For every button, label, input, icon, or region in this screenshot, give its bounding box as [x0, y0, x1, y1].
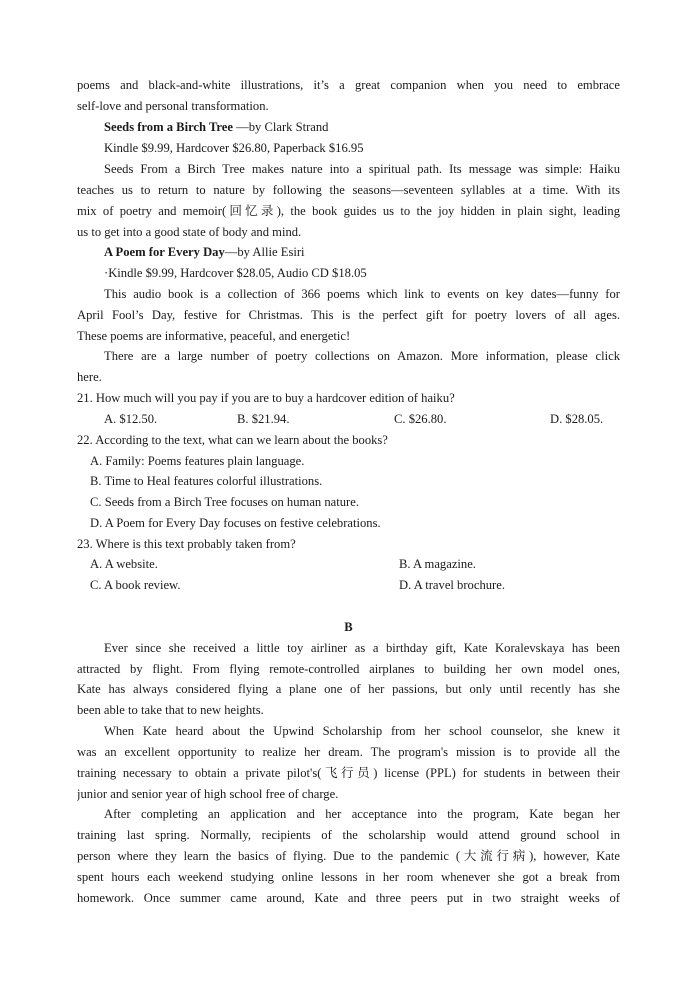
paragraph-line: When Kate heard about the Upwind Scholarship from her school counselor, she knew it	[104, 724, 620, 738]
book-desc-line: teaches us to return to nature by following the seasons—seventeen syllables at a time. With its	[77, 183, 620, 197]
book-title-line	[104, 242, 620, 263]
answer-option: A. $12.50.	[104, 412, 158, 426]
answer-option: B. A magazine.	[399, 557, 476, 571]
book-desc-line: Seeds From a Birch Tree makes nature into a spiritual path. Its message was simple: Haiku	[104, 162, 620, 176]
closing-line: There are a large number of poetry collections on Amazon. More information, please click	[104, 349, 620, 363]
answer-option: D. A Poem for Every Day focuses on festive celebrations.	[90, 516, 381, 530]
book-author: —by Clark Strand	[232, 120, 329, 134]
question-stem: 21. How much will you pay if you are to buy a hardcover edition of haiku?	[77, 391, 455, 405]
book-desc-line: us to get into a good state of body and mind.	[77, 225, 302, 239]
book-desc-line: This audio book is a collection of 366 poems which link to events on key dates—funny for	[104, 287, 620, 301]
book-author: —by Allie Esiri	[224, 245, 305, 259]
answer-option: C. $26.80.	[394, 412, 447, 426]
answer-option: D. $28.05.	[550, 412, 604, 426]
paragraph-line: training last spring. Normally, recipients of the scholarship would attend ground school in	[77, 828, 620, 842]
paragraph-line: been able to take that to new heights.	[77, 703, 264, 717]
paragraph-line: training necessary to obtain a private pilot's(飞行员) license (PPL) for students in between their	[77, 766, 620, 780]
section-heading: B	[344, 620, 353, 634]
answer-option: B. $21.94.	[237, 412, 290, 426]
paragraph-line: Ever since she received a little toy airliner as a birthday gift, Kate Koralevskaya has been	[104, 641, 620, 655]
answer-option: C. A book review.	[90, 578, 181, 592]
book-desc-line: April Fool’s Day, festive for Christmas. This is the perfect gift for poetry lovers of all ages.	[77, 308, 620, 322]
paragraph-line: person where they learn the basics of flying. Due to the pandemic (大流行病), however, Kate	[77, 849, 620, 863]
book-prices: ·Kindle $9.99, Hardcover $28.05, Audio CD $18.05	[104, 266, 367, 280]
book-desc-line: mix of poetry and memoir(回忆录), the book guides us to the joy hidden in plain sight, leading	[77, 204, 620, 218]
answer-option: D. A travel brochure.	[399, 578, 505, 592]
paragraph-line: Kate has always considered flying a plane one of her passions, but only until recently has she	[77, 682, 620, 696]
paragraph-line: was an excellent opportunity to realize her dream. The program's mission is to provide all the	[77, 745, 620, 759]
question-stem: 22. According to the text, what can we learn about the books?	[77, 433, 388, 447]
answer-option: A. Family: Poems features plain language.	[90, 454, 305, 468]
paragraph-line: After completing an application and her acceptance into the program, Kate began her	[104, 807, 620, 821]
book-title: A Poem for Every Day	[104, 245, 225, 259]
book-title-line	[104, 117, 620, 138]
question-stem: 23. Where is this text probably taken from?	[77, 537, 296, 551]
paragraph-line: homework. Once summer came around, Kate and three peers put in two straight weeks of	[77, 891, 620, 905]
intro-line: self-love and personal transformation.	[77, 99, 269, 113]
answer-option: A. A website.	[90, 557, 158, 571]
book-prices: Kindle $9.99, Hardcover $26.80, Paperback $16.95	[104, 141, 364, 155]
paragraph-line: junior and senior year of high school free of charge.	[77, 787, 339, 801]
book-title: Seeds from a Birch Tree	[104, 120, 233, 134]
paragraph-line: spent hours each weekend studying online lessons in her room whenever she got a break from	[77, 870, 620, 884]
book-desc-line: These poems are informative, peaceful, and energetic!	[77, 329, 351, 343]
answer-option: C. Seeds from a Birch Tree focuses on human nature.	[90, 495, 359, 509]
closing-line: here.	[77, 370, 102, 384]
paragraph-line: attracted by flight. From flying remote-controlled airplanes to building her own model ones,	[77, 662, 620, 676]
intro-line: poems and black-and-white illustrations, it’s a great companion when you need to embrace	[77, 78, 620, 92]
answer-option: B. Time to Heal features colorful illustrations.	[90, 474, 323, 488]
